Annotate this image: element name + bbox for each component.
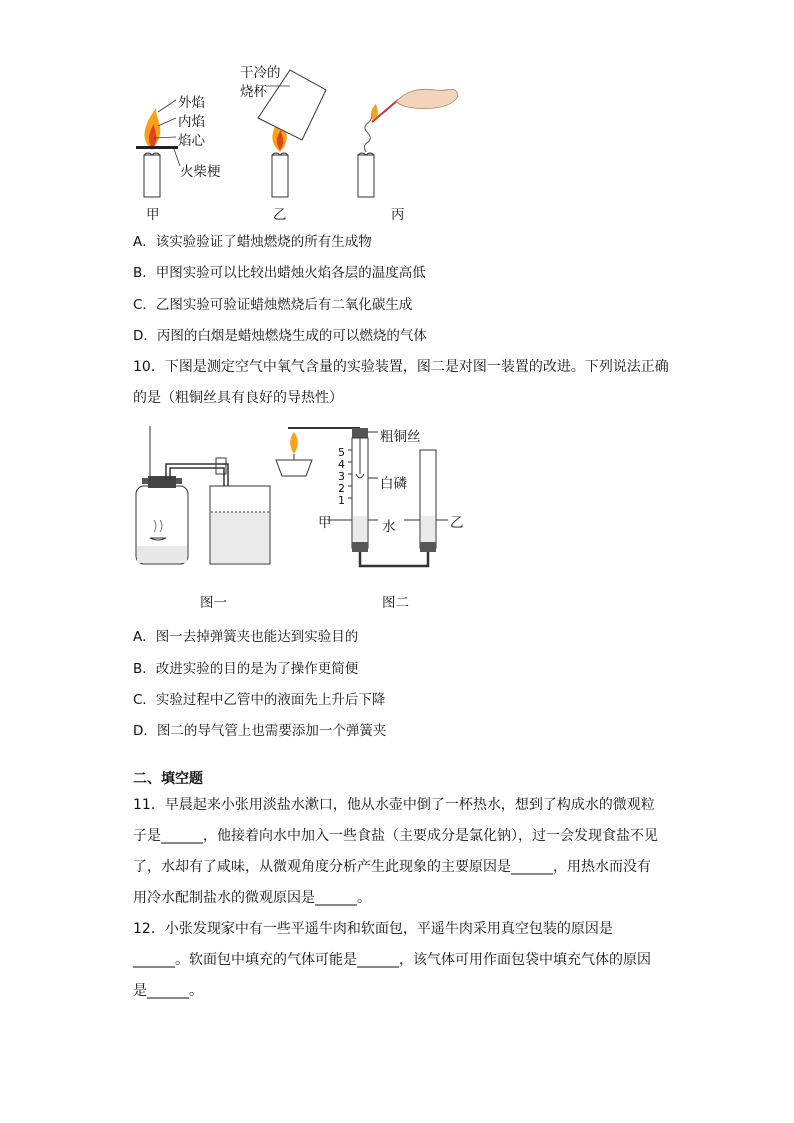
matchstick <box>136 146 178 149</box>
caption-jia: 甲 <box>146 207 160 223</box>
q9-option-d: D．丙图的白烟是蜡烛燃烧生成的可以燃烧的气体 <box>133 328 427 344</box>
label-tube-jia: 甲 <box>318 515 332 531</box>
white-smoke <box>364 114 371 152</box>
alcohol-burner <box>276 428 360 476</box>
tube-jia <box>348 428 368 552</box>
label-white-phosphorus: 白磷 <box>380 476 407 492</box>
label-outer-flame: 外焰 <box>178 95 205 111</box>
q9-option-b: B．甲图实验可以比较出蜡烛火焰各层的温度高低 <box>133 265 426 281</box>
oxygen-apparatus-figure <box>128 420 473 575</box>
q10-option-b: B．改进实验的目的是为了操作更简便 <box>133 661 359 677</box>
scale-2: 2 <box>338 482 345 495</box>
scale-5: 5 <box>338 446 345 459</box>
q9-option-c: C．乙图实验可验证蜡烛燃烧后有二氧化碳生成 <box>133 297 413 313</box>
candle-bing <box>358 89 458 197</box>
label-inner-flame: 内焰 <box>178 114 205 130</box>
tube-yi <box>420 450 436 552</box>
scale-4: 4 <box>338 458 345 471</box>
label-water: 水 <box>382 519 396 535</box>
caption-bing: 丙 <box>391 207 405 223</box>
q10-option-a: A．图一去掉弹簧夹也能达到实验目的 <box>133 629 359 645</box>
hand <box>396 89 458 108</box>
q10-option-c: C．实验过程中乙管中的液面先上升后下降 <box>133 692 386 708</box>
label-beaker: 干冷的烧杯 <box>240 65 281 100</box>
caption-figure-two: 图二 <box>382 595 409 611</box>
candle-jia <box>136 108 178 197</box>
q10-stem-line2: 的是（粗铜丝具有良好的导热性） <box>133 390 343 406</box>
question-12: 12．小张发现家中有一些平遥牛肉和软面包，平遥牛肉采用真空包装的原因是______。软面包中填充的气体可能是______，该气体可用作面包袋中填充气体的原因是______。 <box>133 921 651 999</box>
label-tube-yi: 乙 <box>450 515 464 531</box>
scale-3: 3 <box>338 470 345 483</box>
scale-1: 1 <box>338 494 345 507</box>
label-copper-wire: 粗铜丝 <box>380 429 421 445</box>
question-11: 11．早晨起来小张用淡盐水漱口，他从水壶中倒了一杯热水，想到了构成水的微观粒子是______，他接着向水中加入一些食盐（主要成分是氯化钠），过一会发现食盐不见了，水却有了咸味，从微观角度分析产生此现象的主要原因是______，用热水而没有用冷水配制盐水的微观原因是______。 <box>133 797 658 906</box>
label-flame-core: 焰心 <box>178 133 205 149</box>
q10-stem-line1: 10．下图是测定空气中氧气含量的实验装置，图二是对图一装置的改进。下列说法正确 <box>133 359 669 375</box>
label-matchstick: 火柴梗 <box>180 164 221 180</box>
caption-yi: 乙 <box>273 207 287 223</box>
q10-option-d: D．图二的导气管上也需要添加一个弹簧夹 <box>133 723 387 739</box>
setup-one <box>136 426 270 564</box>
section-heading: 二、填空题 <box>133 771 203 787</box>
q9-option-a: A．该实验验证了蜡烛燃烧的所有生成物 <box>133 234 372 250</box>
caption-figure-one: 图一 <box>200 595 227 611</box>
